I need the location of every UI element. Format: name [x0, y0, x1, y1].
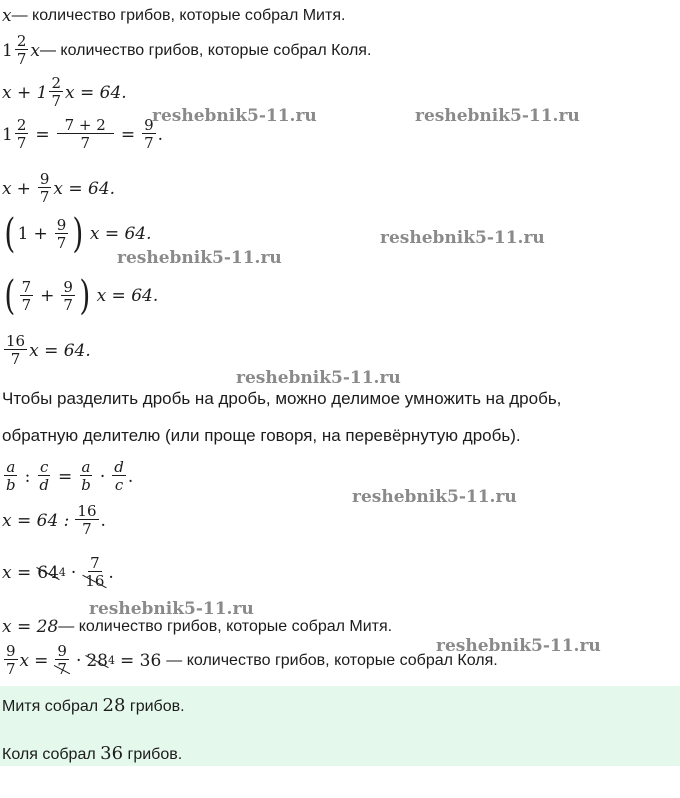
denominator: 7: [51, 92, 62, 110]
multiply-dot: ·: [70, 562, 77, 583]
denominator: 7: [10, 350, 21, 368]
answer-block: [0, 686, 680, 766]
numerator: a: [81, 458, 91, 476]
numerator: 7: [90, 554, 100, 572]
fraction-d-c: [112, 460, 126, 493]
reduced-4: 4: [107, 654, 115, 667]
denominator: 7: [82, 520, 92, 538]
denominator: 7: [39, 188, 50, 206]
answer-mitya-post: грибов.: [125, 698, 185, 715]
number-28: 28: [86, 650, 108, 671]
fraction-7-16: [83, 556, 106, 589]
denominator: 7: [144, 134, 154, 152]
equation-end: x = 64.: [96, 286, 159, 306]
period: .: [108, 562, 114, 583]
line-equation-1: [2, 76, 127, 109]
numerator: a: [6, 458, 16, 476]
numerator: c: [39, 458, 49, 476]
plus: +: [16, 178, 31, 199]
denominator: 7: [16, 50, 27, 68]
numerator: 9: [39, 170, 50, 188]
watermark: reshebnik5-11.ru: [236, 368, 401, 388]
plus: +: [33, 224, 48, 244]
fraction-2-7: [49, 76, 63, 109]
fraction-7-7: [20, 277, 34, 314]
reduced-4: 4: [58, 566, 66, 579]
numerator: 9: [144, 116, 154, 134]
numerator: 7 + 2: [57, 118, 114, 134]
watermark: reshebnik5-11.ru: [117, 248, 282, 268]
denominator: 7: [21, 295, 32, 314]
line-x-division: [2, 504, 106, 537]
equation-x-28: x = 28: [2, 617, 59, 637]
equation-start: x = 64 :: [2, 510, 70, 531]
denominator-cancelled: 7: [57, 660, 67, 678]
numerator: 16: [6, 332, 26, 350]
var-x: x: [2, 6, 12, 26]
answer-kolya: [2, 743, 182, 764]
numerator: 2: [16, 32, 27, 50]
watermark: reshebnik5-11.ru: [152, 106, 317, 126]
whole-1: 1: [2, 124, 13, 145]
fraction-9-7: [4, 644, 18, 677]
colon: :: [24, 466, 31, 487]
numerator: 2: [51, 74, 62, 92]
fraction-a-b: [79, 460, 93, 493]
equals: =: [57, 466, 73, 487]
equals: =: [120, 124, 136, 145]
line-equation-5: [2, 334, 91, 367]
fraction-9-7: [55, 215, 69, 252]
explanation-line-2: обратную делителю (или проще говоря, на перевёрнутую дробь).: [2, 426, 521, 445]
denominator: b: [81, 476, 91, 494]
plus: +: [40, 286, 55, 306]
answer-kolya-number: 36: [100, 743, 124, 764]
watermark: reshebnik5-11.ru: [436, 636, 601, 656]
equals-36: = 36: [119, 650, 162, 671]
multiply-dot: ·: [75, 650, 82, 671]
period: .: [100, 510, 106, 531]
equals: =: [34, 650, 49, 671]
numerator: 9: [56, 215, 67, 234]
var-x: x: [2, 178, 12, 199]
equation-start: x =: [2, 562, 32, 583]
explanation-line-1: Чтобы разделить дробь на дробь, можно делимое умножить на дробь,: [2, 389, 562, 408]
text-kolya-result: — количество грибов, которые собрал Коля.: [166, 651, 498, 669]
denominator: d: [39, 476, 49, 494]
line-x-28: [2, 617, 392, 637]
line-kolya-def: [2, 34, 371, 67]
denominator: b: [6, 476, 16, 494]
answer-kolya-pre: Коля собрал: [2, 746, 101, 763]
equation-end: x = 64.: [89, 224, 152, 244]
whole-1: 1: [2, 40, 13, 61]
line-division-rule: [2, 460, 133, 493]
equation-end: x = 64.: [29, 340, 91, 361]
watermark: reshebnik5-11.ru: [89, 599, 254, 619]
fraction-9-7: [38, 172, 52, 205]
fraction-7plus2-7: [57, 118, 114, 151]
line-kolya-calc: [2, 644, 498, 677]
numerator: 9: [63, 277, 73, 296]
fraction-2-7: [15, 34, 29, 67]
watermark: reshebnik5-11.ru: [380, 228, 545, 248]
watermark: reshebnik5-11.ru: [352, 487, 517, 507]
fraction-a-b: [4, 460, 18, 493]
left-paren: (: [4, 273, 16, 319]
left-paren: (: [4, 211, 16, 257]
right-paren: ): [72, 211, 84, 257]
denominator: c: [114, 476, 124, 494]
text-mitya-result: — количество грибов, которые собрал Митя.: [58, 618, 393, 635]
denominator: 7: [56, 233, 67, 252]
fraction-9-7-cancelled: [55, 644, 69, 677]
fraction-2-7: [15, 118, 29, 151]
text-mitya-def: — количество грибов, которые собрал Митя.: [11, 7, 346, 24]
denominator: 7: [80, 134, 90, 152]
numerator: 2: [16, 116, 27, 134]
right-paren: ): [79, 273, 91, 319]
period: .: [127, 466, 134, 487]
equation-start: x + 1: [2, 82, 48, 103]
fraction-9-7: [61, 277, 75, 314]
whole-1: 1: [17, 224, 29, 244]
denominator: 7: [63, 295, 73, 314]
text-kolya-def: — количество грибов, которые собрал Коля.: [39, 41, 372, 59]
cancelled-64: [37, 563, 59, 583]
answer-mitya-number: 28: [102, 695, 126, 716]
numerator: 9: [6, 642, 16, 660]
answer-kolya-post: грибов.: [123, 746, 183, 763]
fraction-16-7: [4, 334, 27, 367]
equation-end: x = 64.: [65, 82, 127, 103]
equation-end: x = 64.: [53, 178, 116, 199]
denominator: 7: [6, 660, 16, 678]
equals: =: [35, 124, 50, 145]
fraction-16-7: [75, 504, 98, 537]
watermark: reshebnik5-11.ru: [415, 106, 580, 126]
answer-mitya: [2, 695, 185, 716]
fraction-c-d: [37, 460, 51, 493]
line-equation-2: [2, 172, 115, 205]
numerator: d: [114, 458, 124, 476]
answer-mitya-pre: Митя собрал: [2, 698, 103, 715]
line-mixed-to-improper: [2, 118, 163, 151]
multiply-dot: ·: [99, 466, 106, 487]
var-x: x: [19, 650, 30, 671]
denominator-cancelled: 16: [85, 572, 105, 590]
numerator: 9: [57, 642, 67, 660]
numerator: 7: [21, 277, 32, 296]
var-x: x: [30, 40, 40, 61]
numerator: 16: [77, 502, 97, 520]
line-x-multiply: [2, 556, 114, 589]
period: .: [157, 124, 164, 145]
cancelled-28: [86, 651, 108, 671]
number-64: 64: [37, 562, 59, 583]
denominator: 7: [16, 134, 27, 152]
line-equation-4: [2, 273, 159, 319]
line-x-mitya: [2, 6, 345, 26]
